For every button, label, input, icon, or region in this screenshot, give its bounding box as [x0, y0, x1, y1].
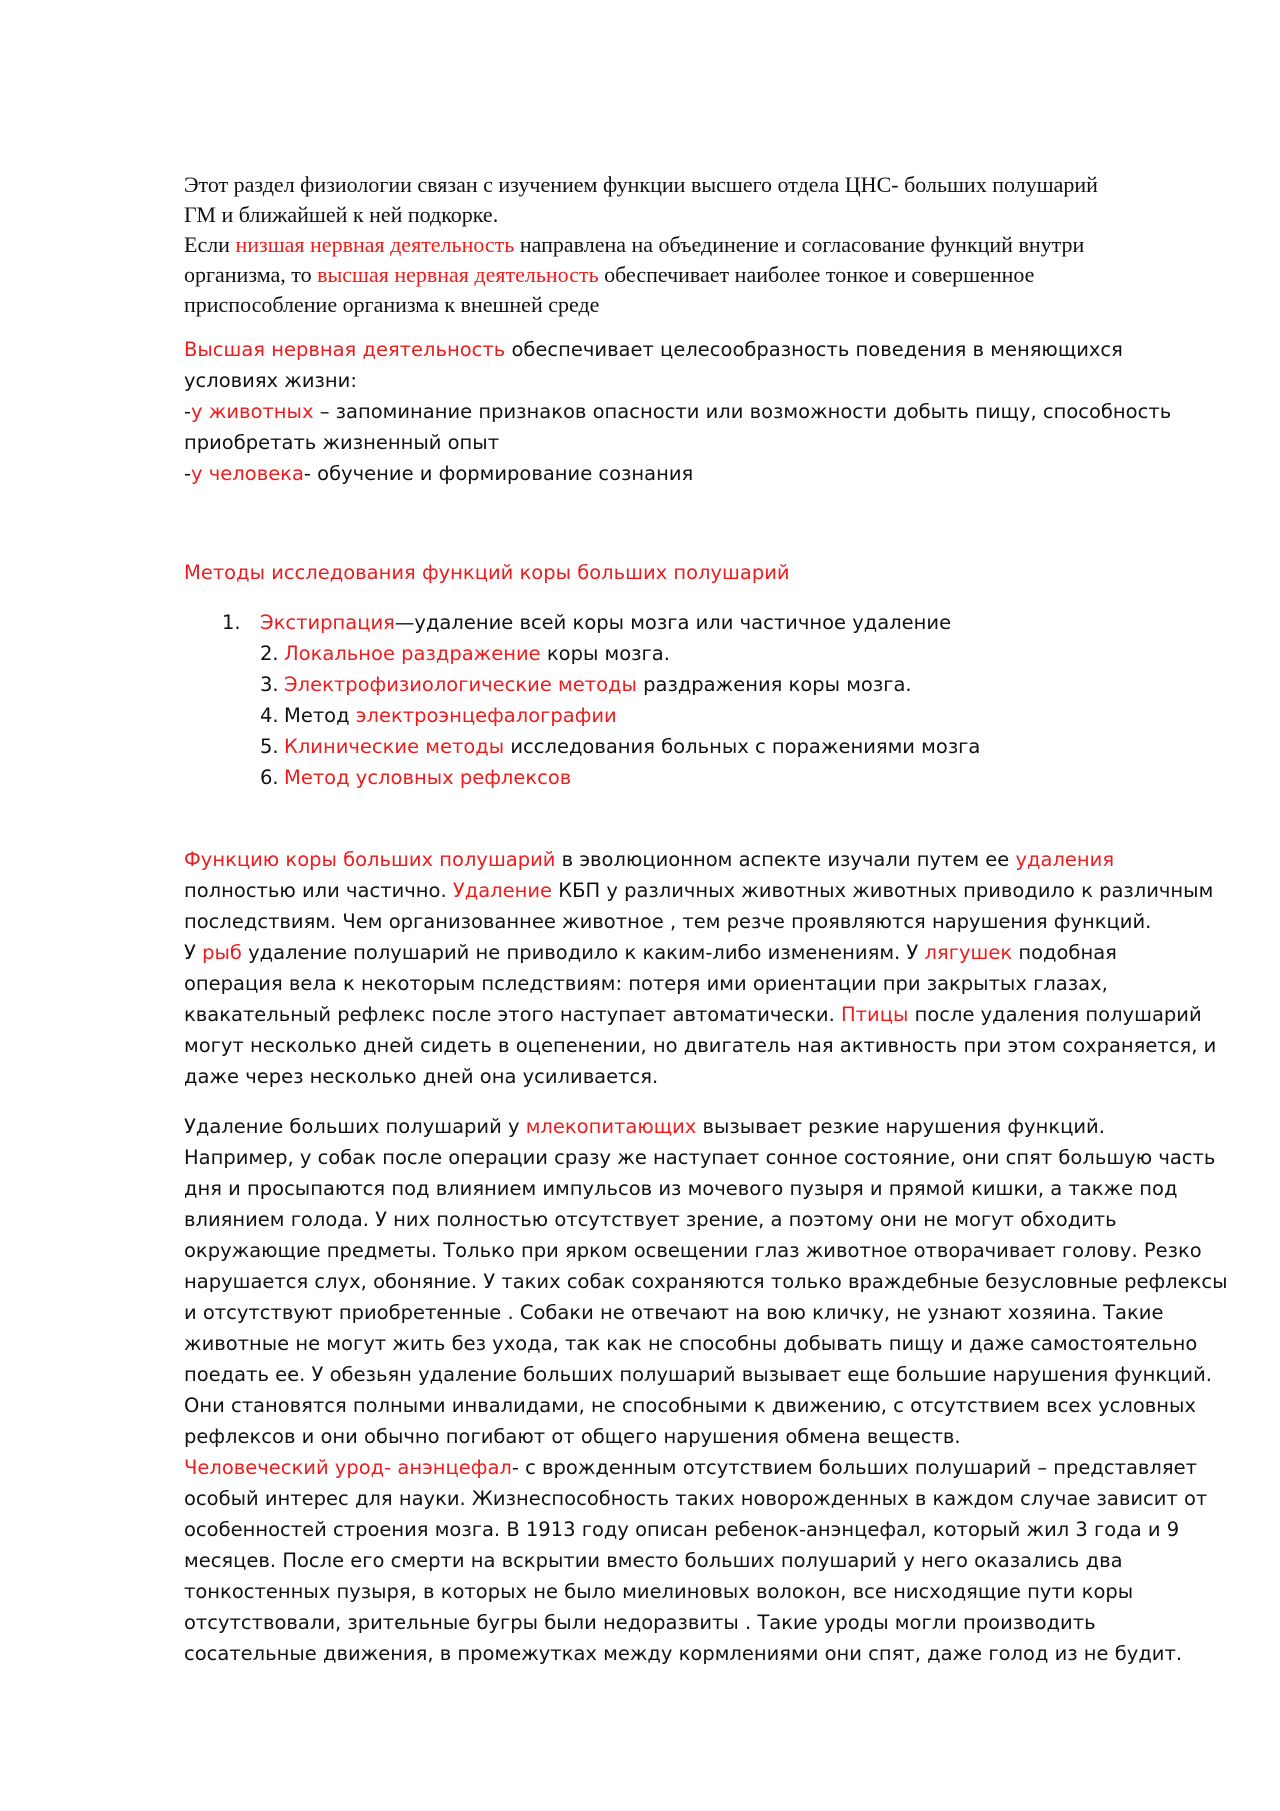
highlighted-term: Метод условных рефлексов [284, 766, 572, 789]
text-line [184, 1142, 1216, 1173]
highlighted-term: Удаление [452, 879, 553, 902]
method-number: 2. [260, 642, 279, 665]
text-line [184, 200, 1194, 230]
text-line [184, 968, 1194, 999]
text-run: – запоминание признаков опасности или возможности добыть пищу, способность [319, 400, 1172, 423]
method-item [184, 731, 1194, 762]
vnd-paragraph [184, 334, 1194, 489]
method-item [184, 700, 1194, 731]
text-run: могут несколько дней сидеть в оцепенении, но двигатель ная активность при этом сохраняется, и [184, 1034, 1217, 1057]
method-number: 4. [260, 704, 279, 727]
highlighted-term: Электрофизиологические методы [284, 673, 637, 696]
text-run: условиях жизни: [184, 369, 357, 392]
text-line [184, 170, 1194, 200]
methods-heading: Методы исследования функций коры больших полушарий [184, 561, 790, 584]
text-run: особенностей строения мозга. В 1913 году описан ребенок-анэнцефал, который жил 3 года и 9 [184, 1518, 1180, 1541]
text-run: организма, то [184, 262, 318, 287]
intro-paragraph [184, 170, 1194, 320]
text-line [184, 1390, 1194, 1421]
text-run: последствиям. Чем организованнее животное , тем резче проявляются нарушения функций. [184, 910, 1152, 933]
text-line [184, 1235, 1202, 1266]
text-line [184, 937, 1194, 968]
text-line [184, 396, 1194, 427]
method-item [184, 638, 1194, 669]
text-line [184, 1421, 1194, 1452]
text-run: КБП у различных животных животных приводило к различным [552, 879, 1214, 902]
method-number: 6. [260, 766, 279, 789]
highlighted-term: Птицы [841, 1003, 909, 1026]
text-run: операция вела к некоторым пследствиям: потеря ими ориентации при закрытых глазах, [184, 972, 1108, 995]
mammals-paragraph [184, 1111, 1228, 1669]
text-run: ГМ и ближайшей к ней подкорке. [184, 202, 499, 227]
text-run: окружающие предметы. Только при ярком освещении глаз животное отворачивает голову. Резко [184, 1239, 1202, 1262]
text-line [184, 875, 1214, 906]
highlighted-term: Человеческий урод- анэнцефал [184, 1456, 512, 1479]
text-line [184, 1607, 1194, 1638]
text-run: Метод [284, 704, 356, 727]
text-line [184, 365, 1194, 396]
highlighted-term: низшая нервная деятельность [235, 232, 515, 257]
text-line [184, 844, 1194, 875]
highlighted-term: Функцию коры больших полушарий [184, 848, 556, 871]
text-line [184, 1061, 1194, 1092]
text-run: —удаление всей коры мозга или частичное удаление [394, 611, 952, 634]
method-number: 1. [222, 611, 241, 634]
text-run: - [184, 462, 192, 485]
text-line [184, 1173, 1194, 1204]
text-run: обеспечивает наиболее тонкое и совершенное [598, 262, 1035, 287]
text-run: направлена на объединение и согласование функций внутри [514, 232, 1085, 257]
text-run: удаление полушарий не приводило к каким-либо изменениям. У [241, 941, 925, 964]
text-run: квакательный рефлекс после этого наступает автоматически. [184, 1003, 841, 1026]
text-line [184, 1452, 1197, 1483]
text-run: отсутствовали, зрительные бугры были недоразвиты . Такие уроды могли производить [184, 1611, 1096, 1634]
text-run: Если [184, 232, 236, 257]
text-run: животные не могут жить без ухода, так как не способны добывать пищу и даже самостоятельно [184, 1332, 1198, 1355]
text-line [184, 1359, 1212, 1390]
text-run: поедать ее. У обезьян удаление больших полушарий вызывает еще большие нарушения функций. [184, 1363, 1212, 1386]
text-run: коры мозга. [540, 642, 670, 665]
text-line [184, 1545, 1194, 1576]
highlighted-term: рыб [202, 941, 242, 964]
text-line [184, 1576, 1194, 1607]
methods-section [184, 557, 1194, 793]
text-line [184, 1030, 1217, 1061]
text-run: - обучение и формирование сознания [303, 462, 694, 485]
text-run: У [184, 941, 203, 964]
method-item [184, 762, 1194, 793]
highlighted-term: у животных [191, 400, 320, 423]
highlighted-term: лягушек [924, 941, 1013, 964]
text-run: сосательные движения, в промежутках между кормлениями они спят, даже голод из не будит. [184, 1642, 1183, 1665]
text-run: даже через несколько дней она усиливается. [184, 1065, 659, 1088]
text-line [184, 1204, 1194, 1235]
text-line [184, 1266, 1228, 1297]
text-run: Они становятся полными инвалидами, не способными к движению, с отсутствием всех условных [184, 1394, 1196, 1417]
text-run: после удаления полушарий [908, 1003, 1202, 1026]
text-run: дня и просыпаются под влиянием импульсов из мочевого пузыря и прямой кишки, а также под [184, 1177, 1178, 1200]
text-line [184, 1328, 1198, 1359]
text-run: Этот раздел физиологии связан с изучением функции высшего отдела ЦНС- больших полушарий [184, 172, 1098, 197]
text-run: вызывает резкие нарушения функций. [696, 1115, 1105, 1138]
text-run: рефлексов и они обычно погибают от общего нарушения обмена веществ. [184, 1425, 961, 1448]
text-run: подобная [1012, 941, 1117, 964]
text-run: - с врожденным отсутствием больших полушарий – представляет [511, 1456, 1197, 1479]
text-line [184, 1514, 1194, 1545]
text-run: - [184, 400, 192, 423]
method-number: 5. [260, 735, 279, 758]
method-item [184, 669, 1194, 700]
function-paragraph [184, 844, 1217, 1092]
highlighted-term: у человека [191, 462, 304, 485]
highlighted-term: Клинические методы [284, 735, 505, 758]
highlighted-term: электроэнцефалографии [355, 704, 617, 727]
text-run: приспособление организма к внешней среде [184, 292, 600, 317]
highlighted-term: высшая нервная деятельность [317, 262, 599, 287]
text-line [184, 427, 1194, 458]
text-run: тонкостенных пузыря, в которых не было миелиновых волокон, все нисходящие пути коры [184, 1580, 1134, 1603]
text-run: обеспечивает целесообразность поведения в меняющихся [505, 338, 1123, 361]
text-line [184, 1297, 1194, 1328]
text-line [184, 906, 1194, 937]
text-run: полностью или частично. [184, 879, 453, 902]
text-run: особый интерес для науки. Жизнеспособность таких новорожденных в каждом случае зависит от [184, 1487, 1208, 1510]
text-run: приобретать жизненный опыт [184, 431, 500, 454]
text-run: и отсутствуют приобретенные . Собаки не отвечают на вою кличку, не узнают хозяина. Такие [184, 1301, 1164, 1324]
text-line [184, 260, 1194, 290]
text-line [184, 999, 1202, 1030]
text-run: в эволюционном аспекте изучали путем ее [555, 848, 1016, 871]
text-line [184, 290, 1194, 320]
highlighted-term: Локальное раздражение [284, 642, 541, 665]
methods-list [184, 607, 1194, 793]
method-number: 3. [260, 673, 279, 696]
text-run: раздражения коры мозга. [636, 673, 912, 696]
highlighted-term: удаления [1015, 848, 1115, 871]
method-item [184, 607, 1194, 638]
highlighted-term: млекопитающих [525, 1115, 697, 1138]
highlighted-term: Высшая нервная деятельность [184, 338, 506, 361]
text-run: влиянием голода. У них полностью отсутствует зрение, а поэтому они не могут обходить [184, 1208, 1117, 1231]
text-line [184, 1111, 1194, 1142]
text-line [184, 458, 1194, 489]
text-run: Например, у собак после операции сразу же наступает сонное состояние, они спят большую часть [184, 1146, 1216, 1169]
text-run: месяцев. После его смерти на вскрытии вместо больших полушарий у него оказались два [184, 1549, 1123, 1572]
text-run: исследования больных с поражениями мозга [504, 735, 981, 758]
text-line [184, 230, 1194, 260]
text-run: нарушается слух, обоняние. У таких собак сохраняются только враждебные безусловные рефлексы [184, 1270, 1228, 1293]
text-line [184, 1483, 1208, 1514]
text-run: Удаление больших полушарий у [184, 1115, 526, 1138]
highlighted-term: Экстирпация [260, 611, 395, 634]
text-line [184, 334, 1194, 365]
text-line [184, 1638, 1194, 1669]
